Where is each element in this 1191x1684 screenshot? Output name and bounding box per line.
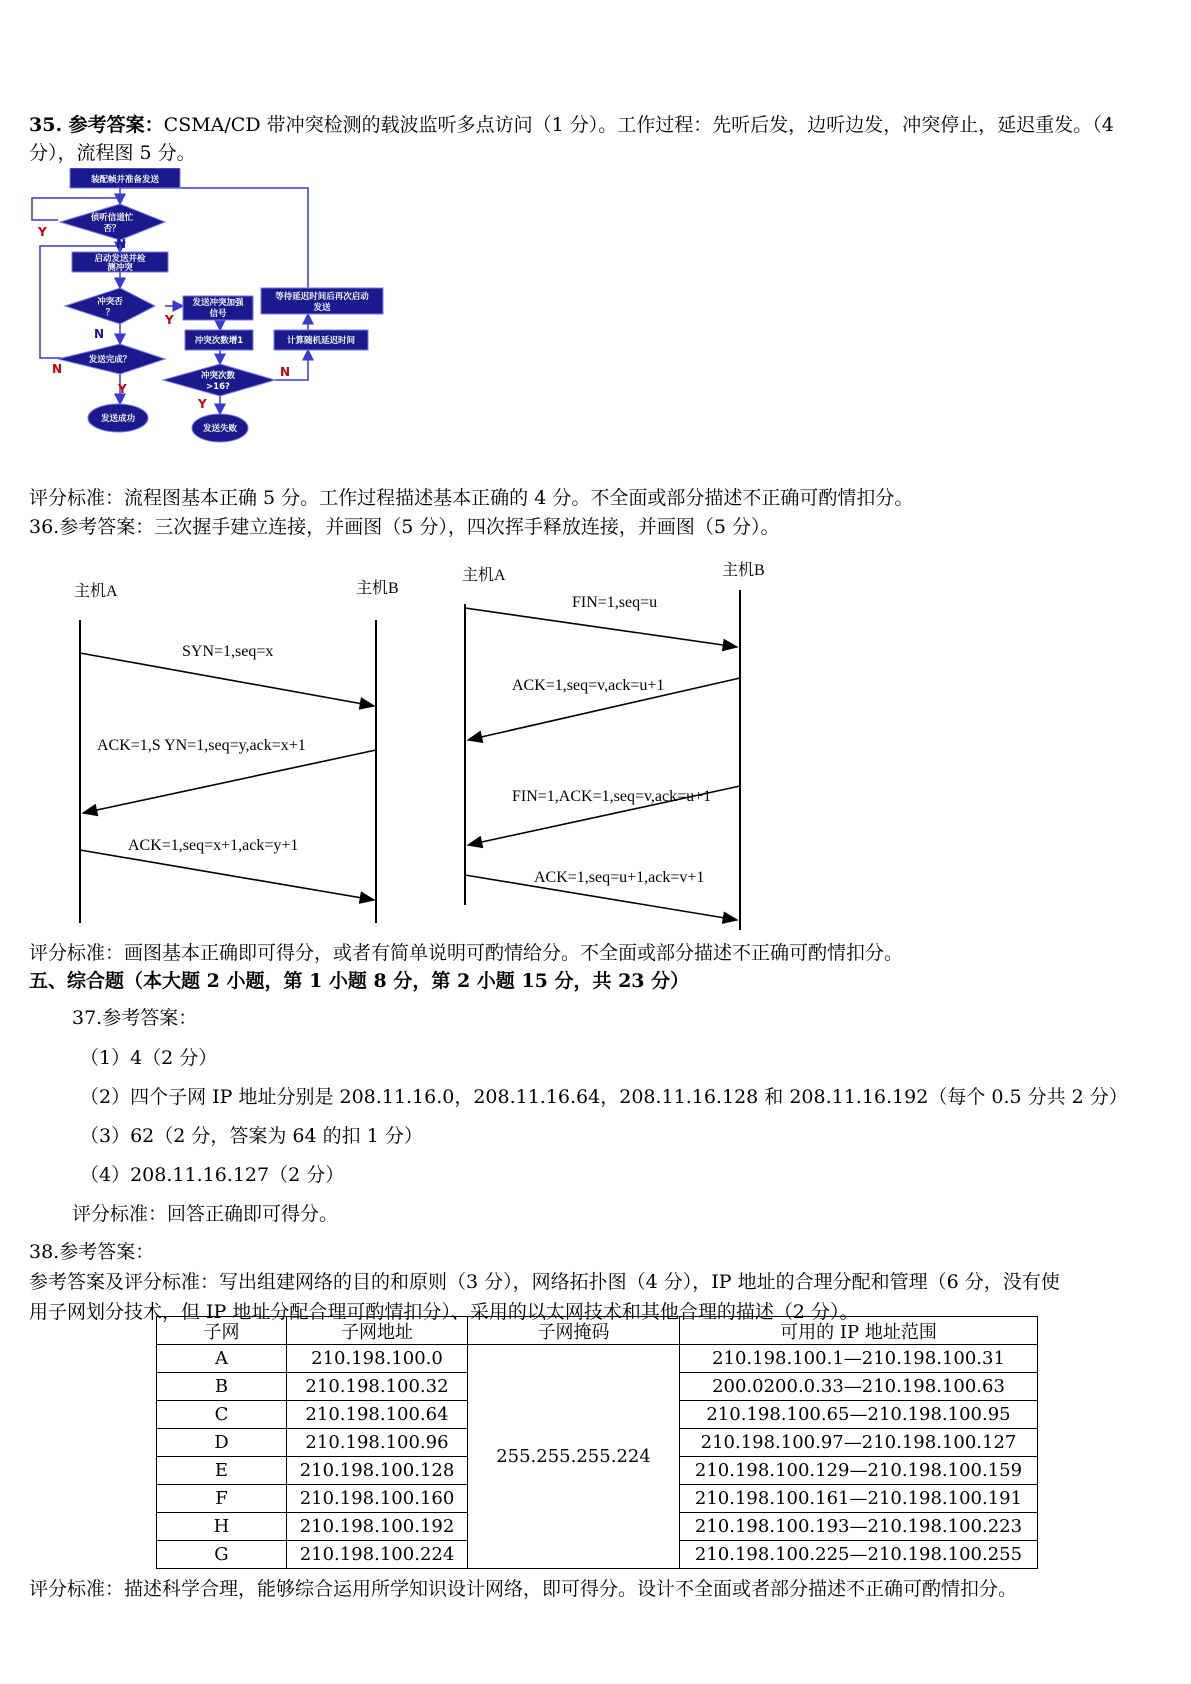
cell-range: 210.198.100.129—210.198.100.159 xyxy=(680,1457,1038,1485)
header-range: 可用的 IP 地址范围 xyxy=(680,1317,1038,1345)
header-mask: 子网掩码 xyxy=(468,1317,680,1345)
msg-synack: ACK=1,S YN=1,seq=y,ack=x+1 xyxy=(97,737,306,754)
cell-subnet: B xyxy=(157,1373,287,1401)
cell-subnet: F xyxy=(157,1485,287,1513)
hostB-label-left: 主机B xyxy=(356,580,399,597)
cell-range: 200.0200.0.33—210.198.100.63 xyxy=(680,1373,1038,1401)
flow-send-label1: 启动发送并检 xyxy=(94,254,146,264)
table-row xyxy=(157,1345,1038,1373)
q38-text-2: 用子网划分技术，但 IP 地址分配合理可酌情扣分）、采用的以太网技术和其他合理的描述（2 分）。 xyxy=(29,1301,859,1323)
flow-start-label: 装配帧并准备发送 xyxy=(90,175,160,185)
q37-label: 37.参考答案： xyxy=(72,1007,198,1029)
header-address: 子网地址 xyxy=(287,1317,468,1345)
q35-text: CSMA/CD 带冲突检测的载波监听多点访问（1 分）。工作过程：先听后发，边听边发，冲突停止，延迟重发。（4 xyxy=(163,114,1114,136)
cell-address: 210.198.100.160 xyxy=(287,1485,468,1513)
cell-subnet: G xyxy=(157,1541,287,1569)
flow-done-label: 发送完成？ xyxy=(88,355,132,365)
cell-address: 210.198.100.128 xyxy=(287,1457,468,1485)
cell-range: 210.198.100.97—210.198.100.127 xyxy=(680,1429,1038,1457)
cell-range: 210.198.100.225—210.198.100.255 xyxy=(680,1541,1038,1569)
flow-wait-label1: 等待延迟时间后再次启动 xyxy=(275,292,369,302)
q36-scoring: 评分标准：画图基本正确即可得分，或者有简单说明可酌情给分。不全面或部分描述不正确可酌情扣分。 xyxy=(29,942,904,964)
flow-jam-label2: 信号 xyxy=(209,309,227,319)
flow-listen-label2: 否？ xyxy=(103,224,121,234)
flow-n-listen: N xyxy=(116,237,127,251)
msg-syn: SYN=1,seq=x xyxy=(182,643,274,660)
flow-n-count: N xyxy=(280,365,291,379)
cell-address: 210.198.100.224 xyxy=(287,1541,468,1569)
section5-title: 五、综合题（本大题 2 小题，第 1 小题 8 分，第 2 小题 15 分，共 23 分） xyxy=(29,970,690,992)
q37-scoring: 评分标准：回答正确即可得分。 xyxy=(72,1203,339,1225)
cell-range: 210.198.100.65—210.198.100.95 xyxy=(680,1401,1038,1429)
q37-item-3: （3）62（2 分，答案为 64 的扣 1 分） xyxy=(80,1125,423,1147)
flow-listen-label1: 侦听信道忙 xyxy=(90,213,134,223)
cell-subnet: D xyxy=(157,1429,287,1457)
flow-y-done: Y xyxy=(118,382,127,396)
cell-range: 210.198.100.1—210.198.100.31 xyxy=(680,1345,1038,1373)
flow-count-label1: 冲突次数 xyxy=(200,371,236,381)
cell-address: 210.198.100.32 xyxy=(287,1373,468,1401)
flow-inc-label: 冲突次数增1 xyxy=(194,336,244,346)
tcp-handshake-diagram xyxy=(60,560,780,930)
cell-address: 210.198.100.96 xyxy=(287,1429,468,1457)
header-subnet: 子网 xyxy=(157,1317,287,1345)
flow-jam-label1: 发送冲突加强 xyxy=(192,298,244,308)
cell-address: 210.198.100.192 xyxy=(287,1513,468,1541)
q36-line: 36.参考答案：三次握手建立连接，并画图（5 分），四次挥手释放连接，并画图（5 分）。 xyxy=(29,516,780,538)
msg-fin1: FIN=1,seq=u xyxy=(572,594,658,611)
cell-address: 210.198.100.0 xyxy=(287,1345,468,1373)
q38-scoring: 评分标准：描述科学合理，能够综合运用所学知识设计网络，即可得分。设计不全面或者部分描述不正确可酌情扣分。 xyxy=(29,1578,1018,1600)
csma-cd-flowchart xyxy=(30,168,430,478)
cell-subnet: A xyxy=(157,1345,287,1373)
q35-scoring: 评分标准：流程图基本正确 5 分。工作过程描述基本正确的 4 分。不全面或部分描述不正确可酌情扣分。 xyxy=(29,487,914,509)
msg-ack: ACK=1,seq=x+1,ack=y+1 xyxy=(128,837,299,854)
flow-collide-label2: ？ xyxy=(105,308,115,318)
subnet-table xyxy=(156,1316,1038,1569)
flow-success-label: 发送成功 xyxy=(100,414,136,424)
flow-y-collide: Y xyxy=(165,313,174,327)
cell-address: 210.198.100.64 xyxy=(287,1401,468,1429)
flow-fail-label: 发送失败 xyxy=(202,424,238,434)
cell-range: 210.198.100.193—210.198.100.223 xyxy=(680,1513,1038,1541)
flow-n-collide: N xyxy=(94,327,105,341)
table-header-row xyxy=(157,1317,1038,1345)
hostA-label-left: 主机A xyxy=(74,583,118,600)
q35-line1 xyxy=(29,110,1171,140)
cell-subnet: H xyxy=(157,1513,287,1541)
q35-line2: 分），流程图 5 分。 xyxy=(29,142,196,164)
q37-item-2: （2）四个子网 IP 地址分别是 208.11.16.0，208.11.16.64，208.11.16.128 和 208.11.16.192（每个 0.5 分共 2 分） xyxy=(80,1086,1128,1108)
q38-label: 38.参考答案： xyxy=(29,1241,155,1263)
cell-range: 210.198.100.161—210.198.100.191 xyxy=(680,1485,1038,1513)
q37-item-1: （1）4（2 分） xyxy=(80,1047,218,1069)
msg-ack3: ACK=1,seq=u+1,ack=v+1 xyxy=(534,869,705,886)
flow-wait-label2: 发送 xyxy=(313,303,331,313)
flow-y-count: Y xyxy=(198,397,207,411)
msg-fin2: FIN=1,ACK=1,seq=v,ack=u+1 xyxy=(512,788,712,805)
cell-subnet: C xyxy=(157,1401,287,1429)
flow-rand-label: 计算随机延迟时间 xyxy=(286,336,356,346)
cell-subnet: E xyxy=(157,1457,287,1485)
flow-collide-label1: 冲突否 xyxy=(97,297,123,307)
cell-mask: 255.255.255.224 xyxy=(468,1345,680,1569)
flow-y-listen: Y xyxy=(38,225,47,239)
q37-item-4: （4）208.11.16.127（2 分） xyxy=(80,1164,345,1186)
hostB-label-right: 主机B xyxy=(722,562,765,579)
flow-count-label2: >16? xyxy=(206,382,230,392)
msg-ack2: ACK=1,seq=v,ack=u+1 xyxy=(512,677,665,694)
q35-label: 35. 参考答案： xyxy=(29,114,164,136)
hostA-label-right: 主机A xyxy=(462,567,506,584)
flow-n-done: N xyxy=(52,362,63,376)
q38-text-1: 参考答案及评分标准：写出组建网络的目的和原则（3 分），网络拓扑图（4 分），IP 地址的合理分配和管理（6 分，没有使 xyxy=(29,1271,1060,1293)
flow-send-label2: 测冲突 xyxy=(107,263,133,273)
